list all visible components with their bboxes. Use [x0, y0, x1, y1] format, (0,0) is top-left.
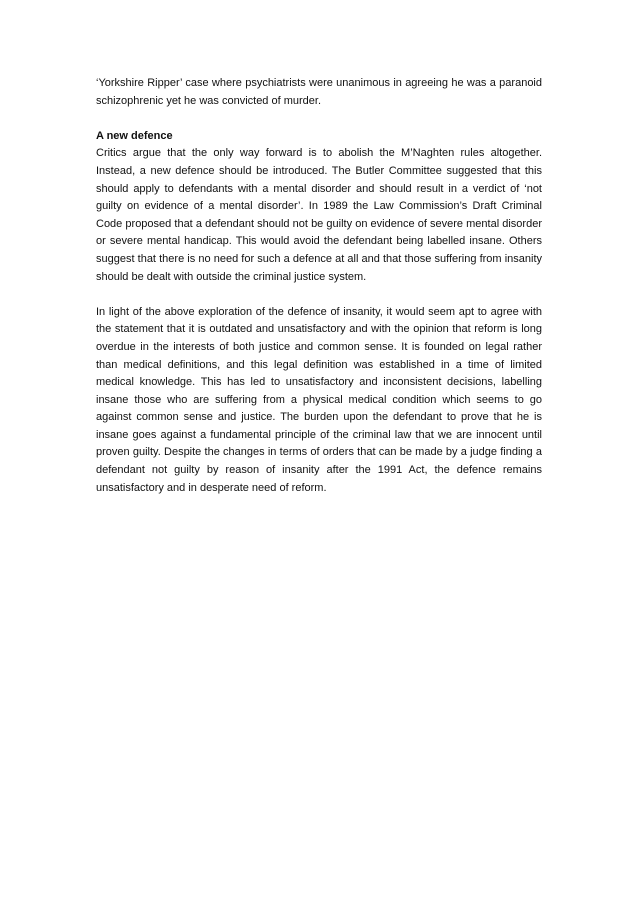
document-page [96, 75, 542, 497]
paragraph-spacer [96, 286, 542, 304]
opening-paragraph: ‘Yorkshire Ripper’ case where psychiatrists were unanimous in agreeing he was a paranoid schizophrenic yet he was convicted of murder. [96, 77, 542, 107]
new-defence-paragraph: Critics argue that the only way forward is to abolish the M’Naghten rules altogether. Instead, a new defence should be introduced. The Butler Committee suggested that this should apply to defendants with a mental disorder and should result in a verdict of ‘not guilty on evidence of a mental disorder’. In 1989 the Law Commission’s Draft Criminal Code proposed that a defendant should not be guilty on evidence of severe mental disorder or severe mental handicap. This would avoid the defendant being labelled insane. Others suggest that there is no need for such a defence at all and that those suffering from insanity should be dealt with outside the criminal justice system. [96, 147, 542, 283]
section-heading: A new defence [96, 129, 173, 142]
paragraph-spacer [96, 110, 542, 128]
conclusion-paragraph: In light of the above exploration of the defence of insanity, it would seem apt to agree with the statement that it is outdated and unsatisfactory and with the opinion that reform is long overdue in the interests of both justice and common sense. It is founded on legal rather than medical definitions, and this legal definition was established in a time of limited medical knowledge. This has led to unsatisfactory and inconsistent decisions, labelling insane those who are suffering from a physical medical condition which seems to go against common sense and justice. The burden upon the defendant to prove that he is insane goes against a fundamental principle of the criminal law that we are innocent until proven guilty. Despite the changes in terms of orders that can be made by a judge finding a defendant not guilty by reason of insanity after the 1991 Act, the defence remains unsatisfactory and in desperate need of reform. [96, 305, 542, 494]
